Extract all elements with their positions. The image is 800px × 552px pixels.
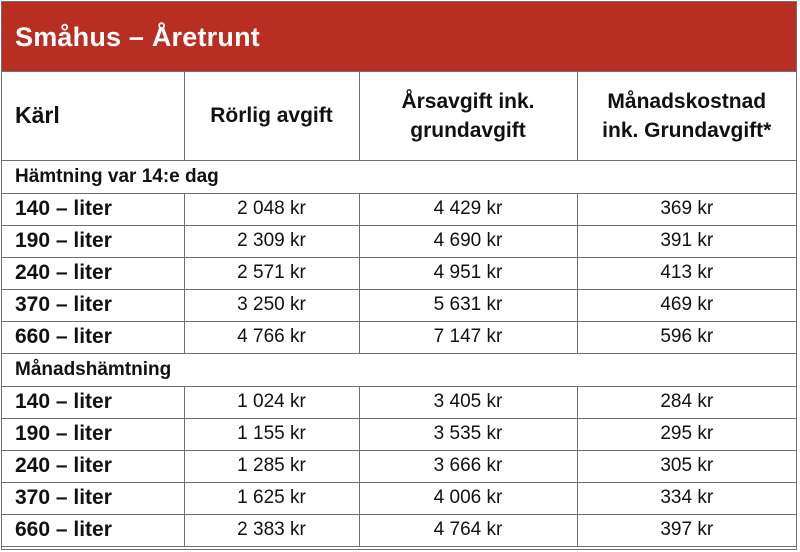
cell-rorlig-avgift: 1 285 kr [184,450,359,482]
header-manadskostnad-line2: ink. Grundavgift* [602,118,772,142]
cell-rorlig-avgift: 1 155 kr [184,418,359,450]
cell-rorlig-avgift: 2 309 kr [184,225,359,257]
table-row [2,482,796,514]
header-manadskostnad-line1: Månadskostnad [607,89,767,113]
cell-arsavgift: 4 429 kr [359,193,577,225]
group-label: Hämtning var 14:e dag [2,160,796,193]
cell-arsavgift: 3 405 kr [359,386,577,418]
header-arsavgift [359,72,577,160]
table-row [2,225,796,257]
cell-rorlig-avgift: 1 024 kr [184,386,359,418]
cell-karl-size: 140 – liter [2,386,184,418]
table-body [2,160,796,546]
cell-karl-size: 660 – liter [2,514,184,546]
cell-rorlig-avgift: 2 048 kr [184,193,359,225]
cell-arsavgift: 3 666 kr [359,450,577,482]
table-row [2,450,796,482]
table-row [2,193,796,225]
cell-arsavgift: 3 535 kr [359,418,577,450]
cell-manadskostnad: 413 kr [577,257,796,289]
cell-manadskostnad: 596 kr [577,321,796,353]
cell-manadskostnad: 469 kr [577,289,796,321]
group-row [2,353,796,386]
header-arsavgift-line2: grundavgift [410,118,526,142]
cell-manadskostnad: 284 kr [577,386,796,418]
cell-karl-size: 370 – liter [2,289,184,321]
cell-arsavgift: 5 631 kr [359,289,577,321]
cell-karl-size: 240 – liter [2,450,184,482]
header-karl: Kärl [2,72,184,160]
price-table-document [1,1,797,550]
header-row [2,72,796,160]
cell-karl-size: 140 – liter [2,193,184,225]
cell-karl-size: 190 – liter [2,225,184,257]
cell-arsavgift: 7 147 kr [359,321,577,353]
table-row [2,386,796,418]
cell-rorlig-avgift: 2 571 kr [184,257,359,289]
table-row [2,418,796,450]
cell-arsavgift: 4 006 kr [359,482,577,514]
cell-karl-size: 240 – liter [2,257,184,289]
price-table [2,72,796,547]
cell-karl-size: 190 – liter [2,418,184,450]
cell-manadskostnad: 305 kr [577,450,796,482]
cell-manadskostnad: 295 kr [577,418,796,450]
group-row [2,160,796,193]
cell-karl-size: 370 – liter [2,482,184,514]
cell-rorlig-avgift: 1 625 kr [184,482,359,514]
table-row [2,289,796,321]
table-row [2,321,796,353]
header-arsavgift-line1: Årsavgift ink. [401,89,535,113]
cell-rorlig-avgift: 2 383 kr [184,514,359,546]
cell-rorlig-avgift: 3 250 kr [184,289,359,321]
cell-arsavgift: 4 951 kr [359,257,577,289]
cell-rorlig-avgift: 4 766 kr [184,321,359,353]
cell-manadskostnad: 397 kr [577,514,796,546]
cell-manadskostnad: 369 kr [577,193,796,225]
table-row [2,514,796,546]
table-row [2,257,796,289]
cell-arsavgift: 4 690 kr [359,225,577,257]
header-manadskostnad [577,72,796,160]
cell-karl-size: 660 – liter [2,321,184,353]
cell-manadskostnad: 334 kr [577,482,796,514]
cell-arsavgift: 4 764 kr [359,514,577,546]
group-label: Månadshämtning [2,353,796,386]
table-title: Småhus – Åretrunt [2,2,796,72]
header-rorlig-avgift: Rörlig avgift [184,72,359,160]
cell-manadskostnad: 391 kr [577,225,796,257]
